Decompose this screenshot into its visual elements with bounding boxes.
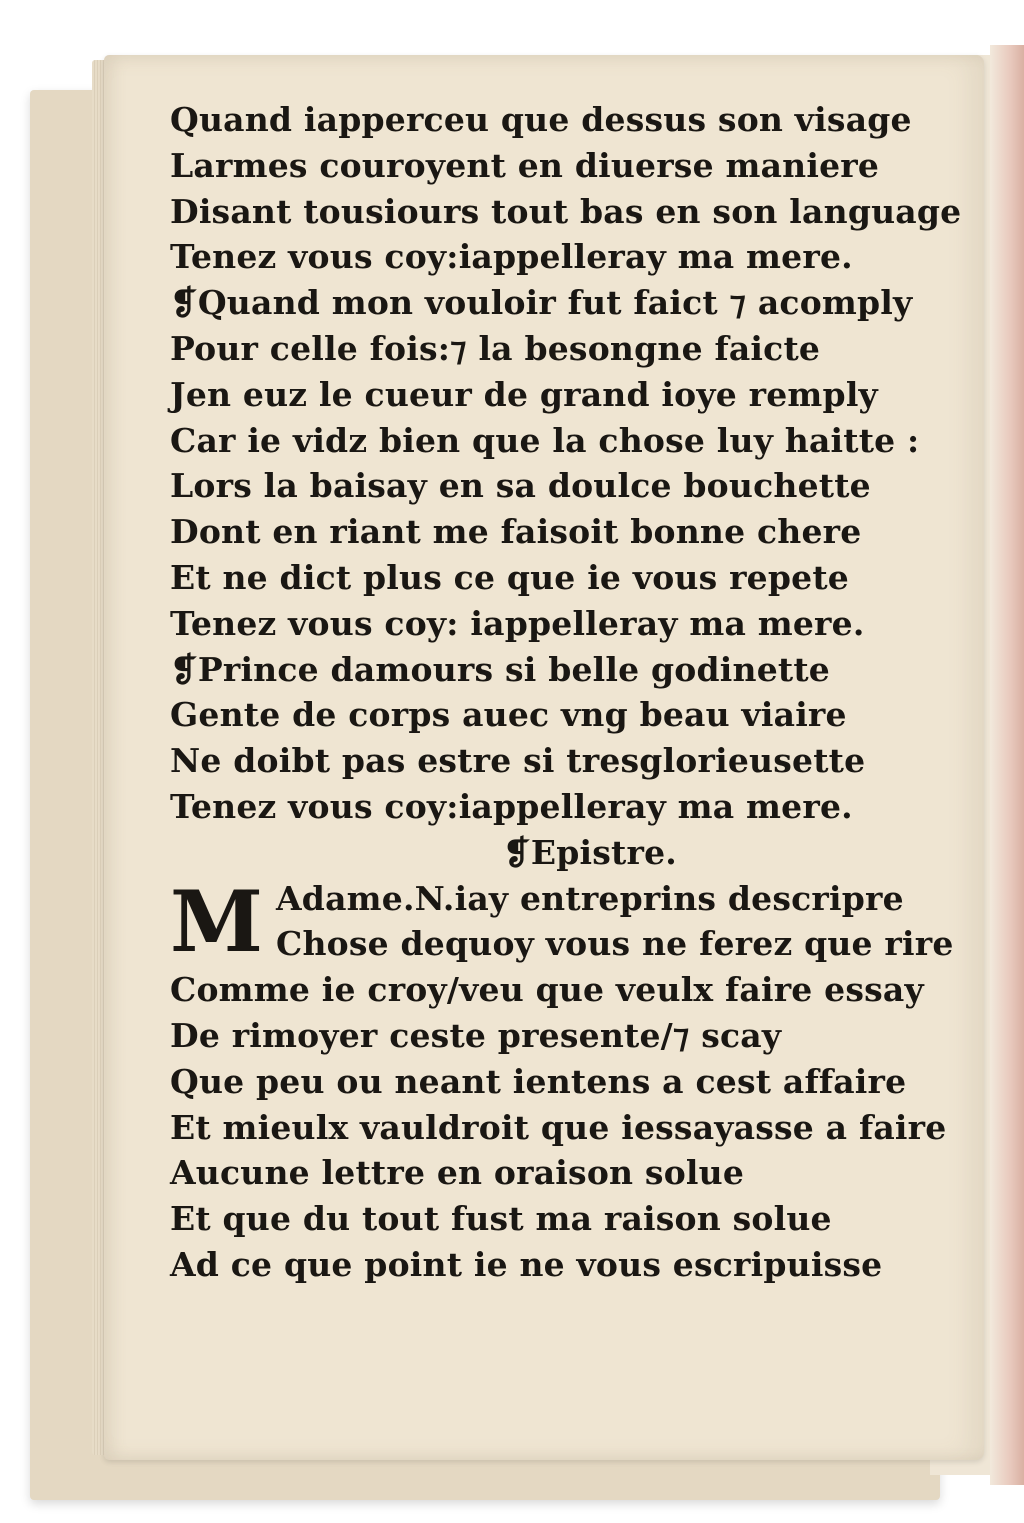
binding-edge: [990, 45, 1024, 1485]
verse-line: De rimoyer ceste presente/⁊ scay: [170, 1015, 782, 1055]
verse-line: Quand iapperceu que dessus son visage: [170, 100, 912, 139]
verse-line: Jen euz le cueur de grand ioye remply: [170, 374, 878, 414]
verse-line-text: Adame.N.iay entreprins descripre: [276, 878, 904, 918]
verse-line: Lors la baisay en sa doulce bouchette: [170, 466, 871, 506]
verse-line: Que peu ou neant ientens a cest affaire: [170, 1061, 907, 1101]
verse-line: Larmes couroyent en diuerse maniere: [170, 145, 880, 185]
section-heading: ❡Epistre.: [503, 832, 677, 872]
verse-line: Et ne dict plus ce que ie vous repete: [170, 557, 849, 597]
verse-line: ❡Prince damours si belle godinette: [170, 649, 830, 689]
verse-line: Tenez vous coy: iappelleray ma mere.: [170, 603, 865, 643]
verse-line: Et que du tout fust ma raison solue: [170, 1199, 832, 1239]
drop-cap-letter: M: [170, 871, 264, 971]
verse-line: Ne doibt pas estre si tresglorieusette: [170, 741, 866, 781]
verse-line: Chose dequoy vous ne ferez que rire: [276, 924, 954, 964]
verse-line: Tenez vous coy:iappelleray ma mere.: [170, 786, 853, 826]
verse-line: Gente de corps auec vng beau viaire: [170, 695, 847, 735]
book-page: [104, 55, 984, 1460]
verse-line: ❡Quand mon vouloir fut faict ⁊ acomply: [170, 283, 913, 323]
verse-line: Aucune lettre en oraison solue: [170, 1153, 745, 1193]
page-text: [170, 97, 970, 1288]
verse-line: Disant tousiours tout bas en son language: [170, 191, 962, 231]
verse-line: Dont en riant me faisoit bonne chere: [170, 512, 862, 552]
verse-line: Tenez vous coy:iappelleray ma mere.: [170, 237, 853, 277]
verse-line: Pour celle fois:⁊ la besongne faicte: [170, 328, 821, 368]
verse-line: Comme ie croy/veu que veulx faire essay: [170, 970, 924, 1010]
verse-line: Et mieulx vauldroit que iessayasse a faire: [170, 1107, 947, 1147]
verse-line: Car ie vidz bien que la chose luy haitte :: [170, 420, 920, 460]
verse-line: Ad ce que point ie ne vous escripuisse: [170, 1244, 883, 1284]
